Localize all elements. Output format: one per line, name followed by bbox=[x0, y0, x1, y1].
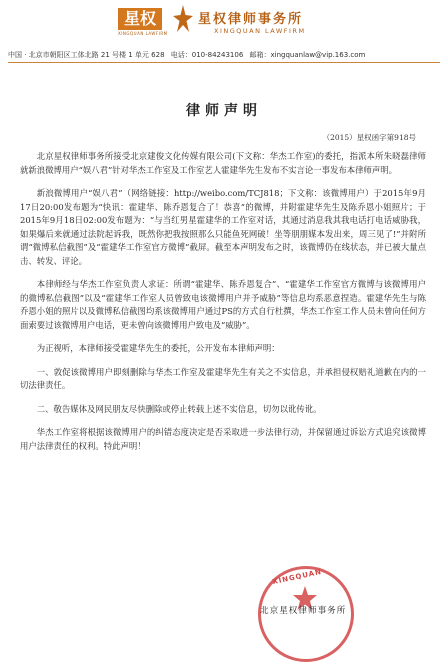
letterhead-divider bbox=[8, 62, 440, 63]
signature-firm-name: 北京星权律师事务所 bbox=[260, 606, 347, 616]
contact-line bbox=[8, 50, 440, 60]
firm-name-en: XINGQUAN LAWFIRM bbox=[214, 27, 306, 35]
paragraph-closing: 华杰工作室将根据该微博用户的纠错态度决定是否采取进一步法律行动，并保留通过诉讼方式追究该微博用户法律责任的权利。特此声明！ bbox=[20, 427, 426, 451]
paragraph-verification: 本律师经与华杰工作室负责人求证：所谓“霍建华、陈乔恩复合”、“霍建华工作室官方微博与该微博用户的微博私信截图”以及“霍建华工作室人员曾致电该微博用户并予威胁”等信息均系恶意捏造。霍建华先生与陈乔恩小姐的照片以及微博私信截图均系该微博用户通过PS的方式自行杜撰，华杰工作室工作人员未曾向任何方面索要过该微博用户电话，更未曾向该微博用户致电及“威胁”。 bbox=[20, 279, 426, 330]
firm-address: 中国 · 北京市朝阳区工体北路 21 号楼 1 单元 628 bbox=[8, 51, 165, 59]
paragraph-demand-2: 二、敬告媒体及网民朋友尽快删除或停止转载上述不实信息，切勿以讹传讹。 bbox=[36, 403, 322, 414]
document-number: （2015）星权函字第918号 bbox=[322, 133, 416, 142]
firm-logo-caption: XINGQUAN LAWFIRM bbox=[118, 31, 168, 36]
statement-body bbox=[20, 150, 426, 463]
seal-text: XINGQUAN bbox=[271, 567, 323, 587]
paragraph-announcement: 为正视听，本律师接受霍建华先生的委托，公开发布本律师声明： bbox=[36, 343, 280, 353]
paragraph-demand-1: 一、敦促该微博用户即刻删除与华杰工作室及霍建华先生有关之不实信息，并承担侵权赔礼道歉在内的一切法律责任。 bbox=[20, 366, 426, 390]
document-title: 律师声明 bbox=[186, 103, 262, 119]
paragraph-facts: 新浪微博用户“娱八君”（网络链接：http://weibo.com/TCJ818；下文称：该微博用户）于2015年9月17日20:00发布题为“快讯：霍建华、陈乔恩复合了！恭喜”的微博，并附霍建华先生及陈乔恩小姐照片；于2015年9月18日02:00发布题为：“与当红男星霍建华的工作室对话，其通过消息我其我电话打电话威胁我，如果爆后来就通过法院起诉我，既然你把我按照那么只能鱼死网破！坐等朋朋媒本发出来，周三见了!”并附所谓“微博私信截图”及“霍建华工作室官方微博”截屏。截至本声明发布之时，该微博仍在线状态，并已被大量点击、转发、评论。 bbox=[20, 188, 426, 266]
firm-email: 邮箱：xingquanlaw@vip.163.com bbox=[249, 51, 366, 59]
star-logo-icon bbox=[172, 4, 194, 34]
letterhead bbox=[0, 0, 448, 60]
paragraph-intro: 北京星权律师事务所接受北京建俊文化传媒有限公司(下文称：华杰工作室)的委托，指派本所朱晓磊律师就新浪微博用户“娱八君”针对华杰工作室及工作室艺人霍建华先生发布不实言论一事发布本律师声明。 bbox=[20, 151, 426, 175]
firm-logo: 星权 bbox=[118, 8, 162, 30]
firm-name-cn: 星权律师事务所 bbox=[198, 12, 304, 27]
firm-phone: 电话：010-84243106 bbox=[170, 51, 244, 59]
